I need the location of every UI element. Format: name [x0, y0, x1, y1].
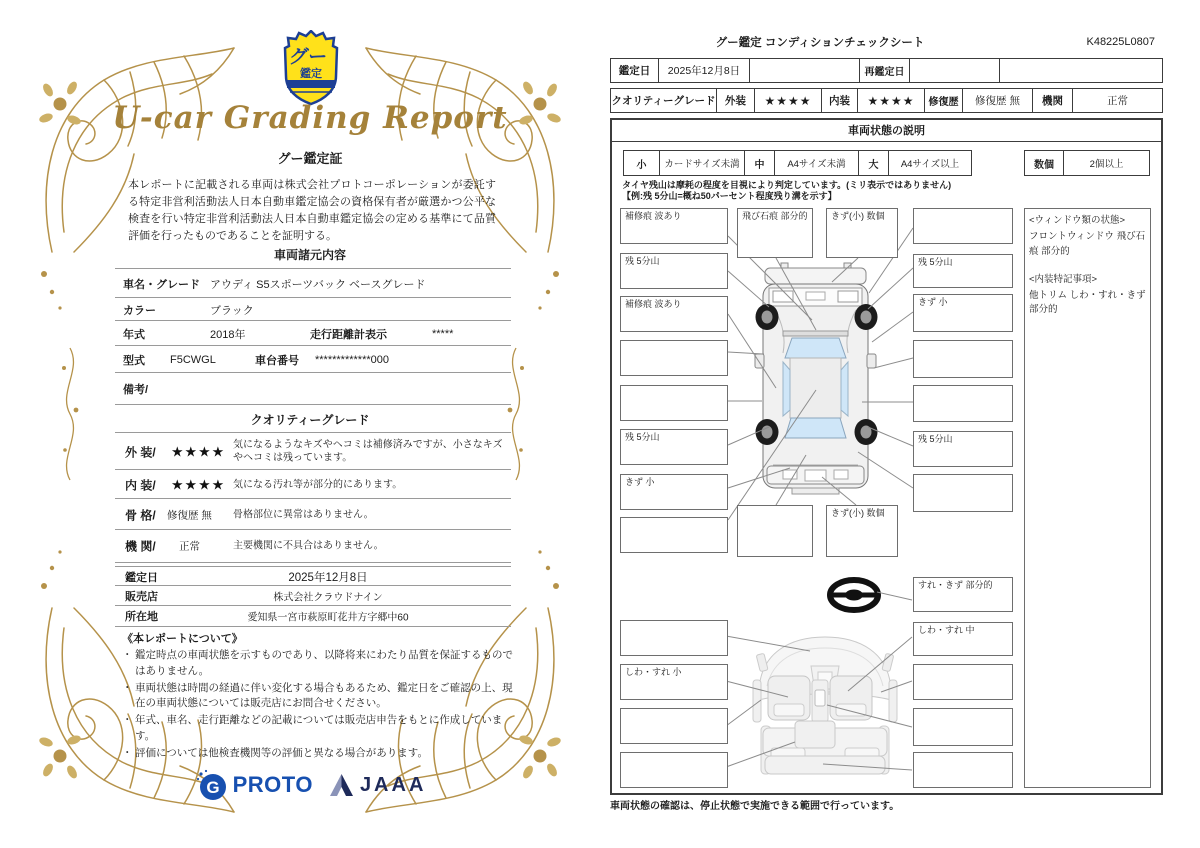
grade-section-title: クオリティーグレード	[250, 413, 370, 427]
legend-small-value: カードサイズ未満	[659, 151, 744, 175]
about-section	[122, 630, 518, 762]
car-interior-diagram	[745, 628, 905, 796]
sheet-title: グー鑑定 コンディションチェックシート	[715, 37, 925, 49]
grade-exterior-stars: ★★★★	[171, 443, 226, 459]
qg-repair-label: 修復歴	[924, 89, 962, 112]
spec-year-label: 年式	[123, 328, 145, 341]
meta-row-location	[115, 605, 511, 627]
damage-label-box: 飛び石痕 部分的	[737, 208, 813, 258]
sheet-code: K48225L0807	[1086, 36, 1155, 48]
svg-text:G: G	[205, 778, 220, 797]
legend-medium-value: A4サイズ未満	[774, 151, 858, 175]
jaaa-logo	[329, 772, 426, 798]
grade-mechanical-label: 機 関/	[125, 539, 156, 554]
spec-odo-value: *****	[432, 327, 454, 340]
badge-top-text: グー	[288, 47, 329, 68]
damage-label-box	[620, 385, 728, 421]
spec-row-color	[115, 297, 511, 321]
legend-large-value: A4サイズ以上	[888, 151, 971, 175]
qg-ext-stars: ★★★★	[754, 89, 821, 112]
spec-row-year	[115, 320, 511, 346]
damage-label-box: 残 5分山	[620, 429, 728, 465]
damage-label-box	[620, 340, 728, 376]
date-empty-cell2	[999, 59, 1162, 82]
badge-bottom-text: 鑑定	[300, 68, 322, 80]
interior-label-box: しわ・すれ 中	[913, 622, 1013, 656]
spec-section-title: 車両諸元内容	[273, 248, 346, 262]
legend-count-value: 2個以上	[1063, 151, 1149, 175]
spec-year-value: 2018年	[210, 328, 246, 341]
qg-repair-value: 修復歴 無	[962, 89, 1032, 112]
meta-location-value: 愛知県一宮市萩原町花井方字郷中60	[247, 612, 409, 624]
proto-logo	[194, 768, 313, 802]
grade-row-frame	[115, 498, 511, 530]
date-empty-cell	[749, 59, 859, 82]
damage-label-box: 残 5分山	[913, 254, 1013, 288]
spec-model-label: 型式	[123, 354, 145, 367]
spec-row-name	[115, 268, 511, 298]
qg-mech-value: 正常	[1072, 89, 1162, 112]
notes-panel	[1024, 208, 1151, 788]
about-item: ・ 鑑定時点の車両状態を示すものであり、以降将来にわたり品質を保証するものではありません。	[122, 648, 518, 680]
grade-interior-stars: ★★★★	[171, 476, 226, 492]
sheet-footer-note: 車両状態の確認は、停止状態で実施できる範囲で行っています。	[610, 801, 900, 812]
proto-logo-icon	[194, 768, 228, 802]
damage-label-box: きず 小	[913, 294, 1013, 332]
damage-label-box: きず(小) 数個	[826, 208, 898, 258]
condition-title: 車両状態の説明	[612, 120, 1161, 142]
meta-dealer-label: 販売店	[125, 591, 158, 603]
about-title: 《本レポートについて》	[122, 633, 243, 645]
certificate-intro: 本レポートに記載される車両は株式会社プロトコーポレーションが委託する特定非営利活動法人日本自動車鑑定協会の資格保有者が厳選かつ公平な検査を行い特定非営利活動法人日本自動車鑑定協会の定める基準にて品質評価を行ったものであることを証明する。	[128, 179, 496, 243]
damage-label-box: 残 5分山	[913, 431, 1013, 467]
damage-label-box: 残 5分山	[620, 253, 728, 289]
certificate-title: U-car Grading Report	[112, 100, 508, 136]
interior-label-box	[913, 664, 1013, 700]
meta-location-label: 所在地	[125, 611, 158, 623]
interior-notes-value: 他トリム しわ・すれ・きず 部分的	[1029, 290, 1146, 316]
spec-remarks-label: 備考/	[123, 383, 149, 396]
meta-date-value: 2025年12月8日	[288, 571, 368, 584]
tire-note-line1: タイヤ残山は摩耗の程度を目視により判定しています。(ミリ表示ではありません)	[622, 180, 952, 190]
interior-label-box	[913, 708, 1013, 746]
window-notes-value: フロントウィンドウ 飛び石痕 部分的	[1029, 231, 1146, 257]
legend-medium-label: 中	[744, 151, 774, 175]
damage-label-box	[913, 474, 1013, 512]
goo-kantei-badge	[282, 30, 340, 106]
date-label-cell: 鑑定日	[618, 65, 651, 77]
damage-label-box: きず 小	[620, 474, 728, 510]
spec-color-label: カラー	[123, 304, 156, 317]
interior-label-box	[620, 620, 728, 656]
qg-int-label: 内装	[821, 89, 857, 112]
grade-interior-label: 内 装/	[125, 478, 156, 492]
damage-label-box: 補修痕 波あり	[620, 296, 728, 332]
about-item: ・ 車両状態は時間の経過に伴い変化する場合もあるため、鑑定日をご確認の上、現在の車両状態については販売店にお問合せください。	[122, 681, 518, 713]
spec-vin-value: *************000	[315, 353, 390, 366]
interior-label-box	[913, 752, 1013, 788]
spec-name-label: 車名・グレード	[123, 278, 200, 291]
certificate-seal-label: グー鑑定証	[277, 151, 343, 166]
sheet-date-row	[610, 58, 1163, 83]
grade-row-mechanical	[115, 529, 511, 563]
meta-row-date	[115, 566, 511, 586]
car-exterior-diagram	[745, 258, 910, 500]
steering-wheel-icon	[826, 576, 882, 614]
logo-row	[90, 768, 530, 802]
tire-note-line2: 【例:残 5分山=概ね50パーセント程度残り溝を示す】	[622, 191, 837, 201]
grade-interior-desc: 気になる汚れ等が部分的にあります。	[233, 478, 403, 490]
meta-date-label: 鑑定日	[125, 571, 158, 584]
spec-color-value: ブラック	[210, 304, 254, 317]
grade-row-interior	[115, 469, 511, 499]
interior-label-box: すれ・きず 部分的	[913, 577, 1013, 612]
spec-row-remarks	[115, 372, 511, 405]
qg-label-cell: クオリティーグレード	[611, 95, 716, 107]
spec-vin-label: 車台番号	[255, 354, 299, 367]
about-item: ・ 年式、車名、走行距離などの記載については販売店申告をもとに作成しています。	[122, 713, 518, 745]
damage-label-box	[913, 340, 1013, 378]
qg-mech-label: 機関	[1032, 89, 1072, 112]
sheet-grade-row	[610, 88, 1163, 113]
legend-count-label: 数個	[1034, 159, 1054, 171]
redate-label-cell: 再鑑定日	[859, 59, 909, 82]
grade-row-exterior	[115, 432, 511, 470]
tire-note	[622, 180, 1042, 202]
grade-mechanical-desc: 主要機関に不具合はありません。	[233, 540, 384, 552]
legend-small-label: 小	[636, 159, 647, 171]
count-legend	[1024, 150, 1150, 176]
jaaa-logo-text: JAAA	[359, 773, 427, 796]
grade-mechanical-value: 正常	[179, 540, 200, 553]
interior-label-box	[620, 708, 728, 744]
interior-label-box	[620, 752, 728, 788]
damage-label-box	[913, 385, 1013, 422]
qg-int-stars: ★★★★	[857, 89, 924, 112]
grade-exterior-label: 外 装/	[125, 445, 156, 459]
damage-label-box	[737, 505, 813, 557]
legend-large-label: 大	[858, 151, 888, 175]
damage-label-box	[913, 208, 1013, 244]
qg-ext-label: 外装	[716, 89, 754, 112]
damage-label-box	[620, 517, 728, 553]
interior-notes-title: <内装特記事項>	[1029, 273, 1098, 285]
about-item: ・ 評価については他検査機関等の評価と異なる場合があります。	[122, 746, 518, 762]
damage-label-box: きず(小) 数個	[826, 505, 898, 557]
spec-name-value: アウディ S5スポーツバック ベースグレード	[210, 278, 426, 291]
window-notes-title: <ウィンドウ類の状態>	[1029, 215, 1126, 226]
grade-frame-value: 修復歴 無	[167, 509, 212, 521]
size-legend	[623, 150, 972, 176]
grade-frame-label: 骨 格/	[125, 508, 156, 522]
meta-row-dealer	[115, 585, 511, 606]
jaaa-logo-icon	[329, 772, 355, 798]
interior-label-box: しわ・すれ 小	[620, 664, 728, 700]
spec-odo-label: 走行距離計表示	[310, 328, 387, 341]
redate-value-cell	[909, 59, 999, 82]
grade-frame-desc: 骨格部位に異常はありません。	[233, 508, 374, 520]
date-value-cell: 2025年12月8日	[658, 59, 749, 82]
grade-exterior-desc: 気になるようなキズやヘコミは補修済みですが、小さなキズやヘコミは残っています。	[233, 439, 503, 464]
meta-dealer-value: 株式会社クラウドナイン	[273, 592, 383, 604]
spec-model-value: F5CWGL	[170, 353, 216, 366]
spec-row-model	[115, 345, 511, 373]
proto-logo-text: PROTO	[232, 772, 313, 797]
damage-label-box: 補修痕 波あり	[620, 208, 728, 244]
